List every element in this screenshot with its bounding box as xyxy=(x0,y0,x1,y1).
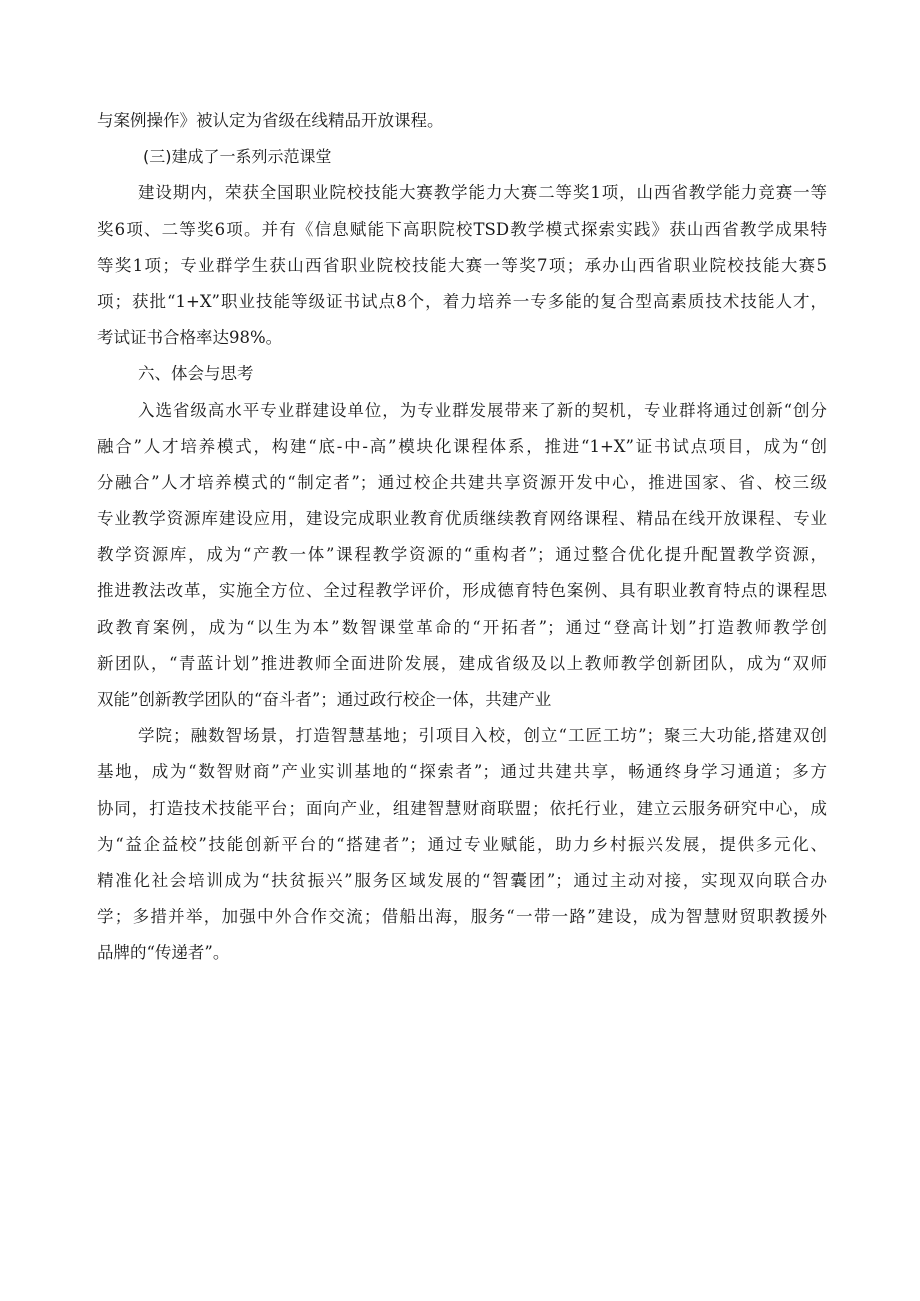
text-line: 与案例操作》被认定为省级在线精品开放课程。 xyxy=(97,111,444,130)
text-line: 奖6项、二等奖6项。并有《信息赋能下高职院校TSD教学模式探索实践》获山西省教学成果特 xyxy=(97,219,827,239)
text-line: 学院；融数智场景，打造智慧基地；引项目入校，创立“工匠工坊”；聚三大功能,搭建双创 xyxy=(138,726,827,746)
section-heading: (三)建成了一系列示范课堂 xyxy=(143,147,332,167)
text-line: 分融合”人才培养模式的“制定者”；通过校企共建共享资源开发中心，推进国家、省、校三级 xyxy=(97,472,827,492)
text-line: 建设期内，荣获全国职业院校技能大赛教学能力大赛二等奖1项，山西省教学能力竞赛一等 xyxy=(138,183,827,203)
text-line: 六、体会与思考 xyxy=(138,364,254,384)
text-line: 品牌的“传递者”。 xyxy=(97,943,230,963)
text-line: 教学资源库，成为“产教一体”课程教学资源的“重构者”；通过整合优化提升配置教学资源， xyxy=(97,545,827,565)
text-line: 入选省级高水平专业群建设单位，为专业群发展带来了新的契机，专业群将通过创新“创分 xyxy=(138,400,827,420)
text-line: 项；获批“1+X”职业技能等级证书试点8个，着力培养一专多能的复合型高素质技术技能人才， xyxy=(97,291,827,311)
text-line: 双能”创新教学团队的“奋斗者”；通过政行校企一体，共建产业 xyxy=(97,690,552,709)
text-line: 新团队，“青蓝计划”推进教师全面进阶发展，建成省级及以上教师教学创新团队，成为“双师 xyxy=(97,653,827,673)
text-line: 协同，打造技术技能平台；面向产业，组建智慧财商联盟；依托行业，建立云服务研究中心，成 xyxy=(97,798,827,818)
text-line: 等奖1项；专业群学生获山西省职业院校技能大赛一等奖7项；承办山西省职业院校技能大赛5 xyxy=(97,255,827,275)
document-page xyxy=(97,103,827,972)
text-line: 政教育案例，成为“以生为本”数智课堂革命的“开拓者”；通过“登高计划”打造教师教学创 xyxy=(97,617,827,637)
text-line: 基地，成为“数智财商”产业实训基地的“探索者”；通过共建共享，畅通终身学习通道；多方 xyxy=(97,762,827,782)
text-line: 精准化社会培训成为“扶贫振兴”服务区域发展的“智囊团”；通过主动对接，实现双向联合办 xyxy=(97,870,827,890)
text-line: 为“益企益校”技能创新平台的“搭建者”；通过专业赋能，助力乡村振兴发展，提供多元化、 xyxy=(97,834,827,854)
text-line: 推进教法改革，实施全方位、全过程教学评价，形成德育特色案例、具有职业教育特点的课程思 xyxy=(97,581,827,601)
text-line: 考试证书合格率达98%。 xyxy=(97,328,283,348)
text-line: 专业教学资源库建设应用，建设完成职业教育优质继续教育网络课程、精品在线开放课程、专业 xyxy=(97,509,827,529)
text-line: 学；多措并举，加强中外合作交流；借船出海，服务“一带一路”建设，成为智慧财贸职教援外 xyxy=(97,907,827,927)
text-line: 融合”人才培养模式，构建“底-中-高”模块化课程体系，推进“1+X”证书试点项目，成为“创 xyxy=(97,436,827,456)
